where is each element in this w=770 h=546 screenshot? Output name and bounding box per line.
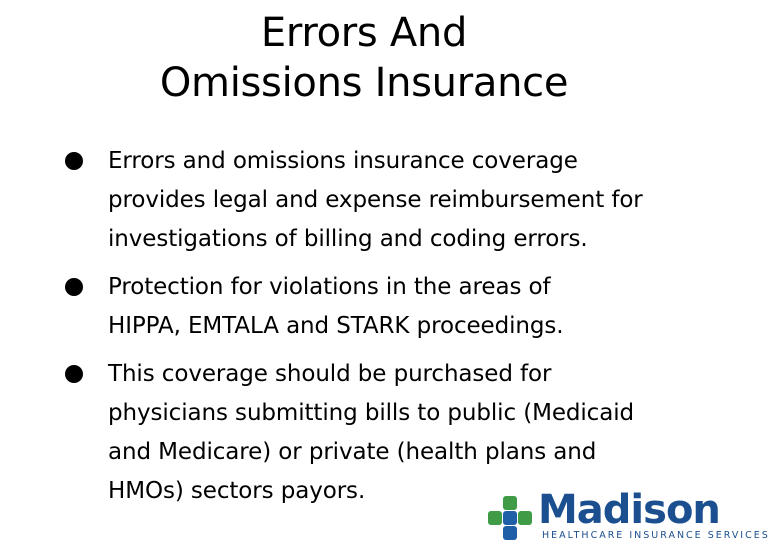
bullet-line: physicians submitting bills to public (Medicaid	[108, 400, 634, 426]
logo-wordmark: Madison	[538, 487, 720, 533]
cross-of-squares-logo-icon	[488, 496, 532, 540]
bullet-list	[58, 142, 698, 520]
bullet-line: Errors and omissions insurance coverage	[108, 148, 578, 174]
bullet-line: Protection for violations in the areas of	[108, 274, 551, 300]
logo-square	[503, 511, 517, 525]
logo-tagline: HEALTHCARE INSURANCE SERVICES	[542, 530, 770, 541]
bullet-line: investigations of billing and coding errors.	[108, 226, 588, 252]
logo-square	[488, 511, 502, 525]
logo-square	[503, 496, 517, 510]
slide-title	[0, 8, 728, 108]
bullet-line: provides legal and expense reimbursement for	[108, 187, 643, 213]
logo-square	[503, 526, 517, 540]
bullet-dot-icon	[65, 278, 83, 296]
bullet-dot-icon	[65, 152, 83, 170]
madison-logo	[488, 487, 770, 542]
title-line-1: Errors And	[260, 10, 468, 56]
bullet-item	[58, 142, 698, 259]
bullet-line: HMOs) sectors payors.	[108, 478, 366, 504]
bullet-line: HIPPA, EMTALA and STARK proceedings.	[108, 313, 564, 339]
bullet-dot-icon	[65, 365, 83, 383]
bullet-line: This coverage should be purchased for	[108, 361, 552, 387]
logo-square	[518, 511, 532, 525]
title-line-2: Omissions Insurance	[159, 60, 569, 106]
bullet-line: and Medicare) or private (health plans and	[108, 439, 597, 465]
bullet-item	[58, 268, 698, 346]
